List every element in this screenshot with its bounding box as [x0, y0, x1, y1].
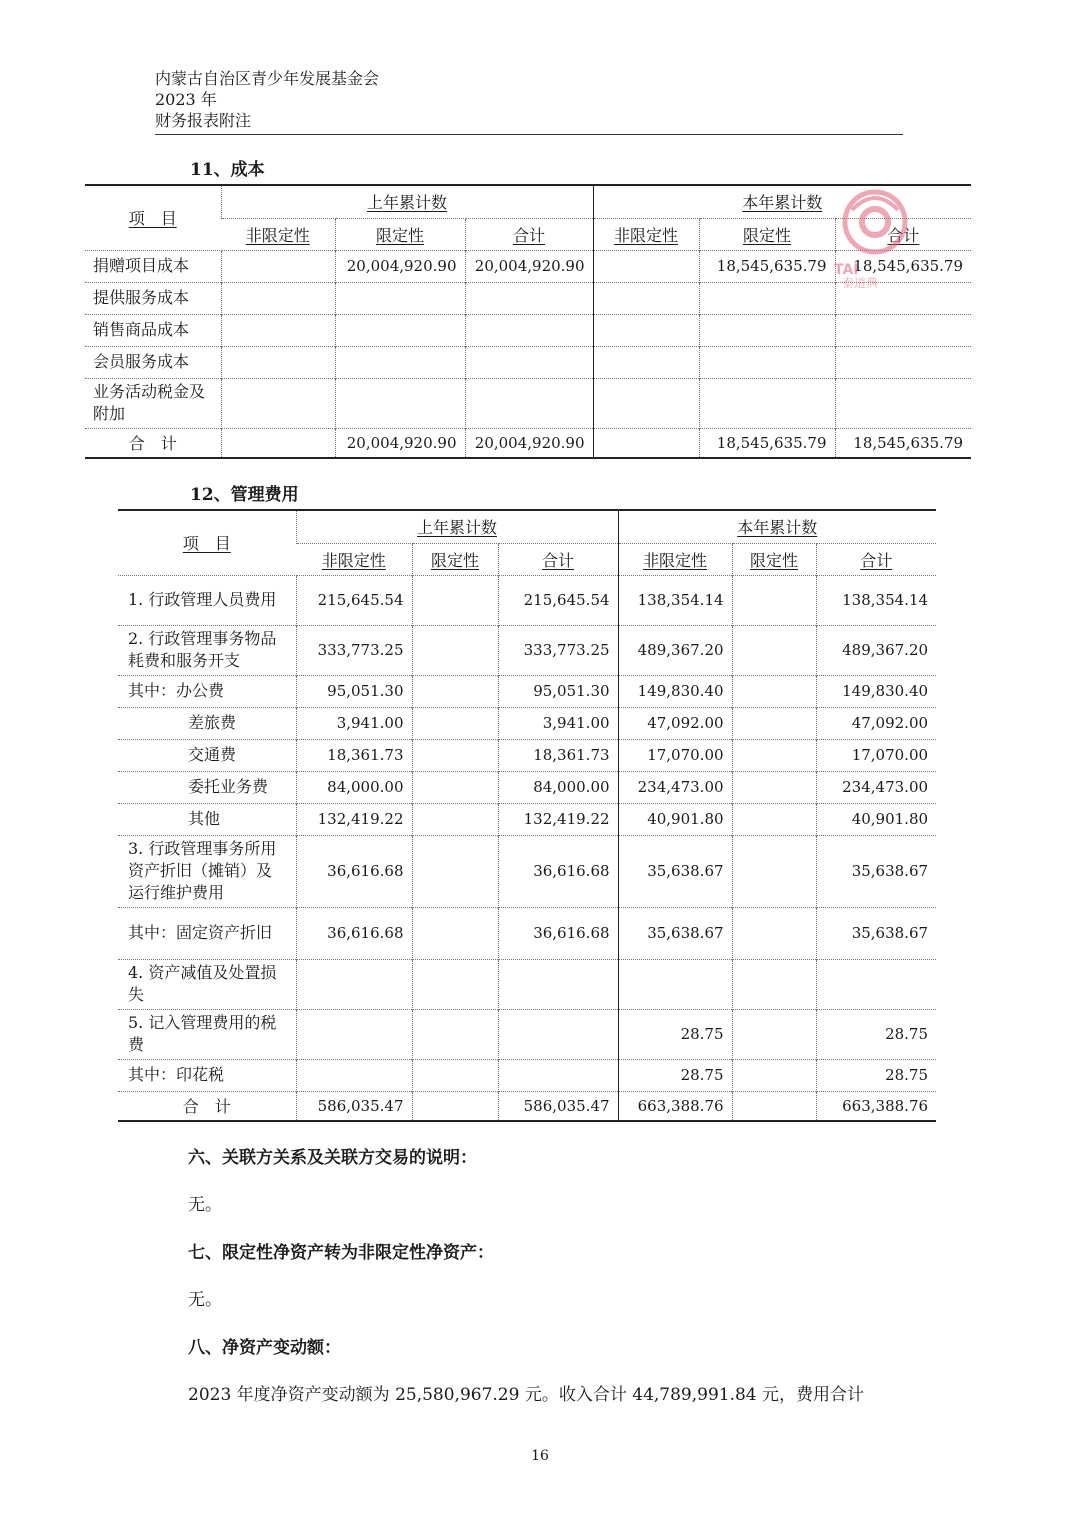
section-7-title: 七、限定性净资产转为非限定性净资产：: [188, 1243, 494, 1263]
section-7-body: 无。: [188, 1290, 222, 1310]
sub-header: 合计: [816, 543, 936, 575]
table-row: 交通费 18,361.73 18,361.73 17,070.00 17,070.00: [118, 739, 936, 771]
table-row: 5. 记入管理费用的税费 28.75 28.75: [118, 1009, 936, 1059]
section-8-body: 2023 年度净资产变动额为 25,580,967.29 元。收入合计 44,789,991.84 元，费用合计: [188, 1385, 865, 1405]
sub-header: 合计: [835, 218, 971, 250]
group-curr-header: 本年累计数: [618, 510, 936, 543]
header-year: 2023 年: [155, 90, 217, 109]
table-row: 会员服务成本: [85, 346, 971, 378]
header-org: 内蒙古自治区青少年发展基金会: [155, 69, 380, 88]
sub-header: 非限定性: [593, 218, 699, 250]
group-curr-header: 本年累计数: [593, 185, 971, 218]
table-row: 1. 行政管理人员费用 215,645.54 215,645.54 138,354.14 138,354.14: [118, 575, 936, 625]
seal-stamp-icon: [832, 188, 918, 288]
col-item-header: 项 目: [182, 534, 231, 554]
table-row: 其中：办公费 95,051.30 95,051.30 149,830.40 149,830.40: [118, 675, 936, 707]
sub-header: 限定性: [335, 218, 465, 250]
sub-header: 限定性: [732, 543, 816, 575]
sub-header: 合计: [498, 543, 618, 575]
table-row: 其他 132,419.22 132,419.22 40,901.80 40,901.80: [118, 803, 936, 835]
table-row-total: 合 计 20,004,920.90 20,004,920.90 18,545,635.79 18,545,635.79: [85, 428, 971, 458]
sub-header: 限定性: [412, 543, 498, 575]
col-item-header: 项 目: [128, 209, 177, 229]
table-row: 4. 资产减值及处置损失: [118, 959, 936, 1009]
section-12-title: 12、管理费用: [190, 485, 299, 505]
admin-expense-table: [118, 509, 936, 1122]
table-row: 业务活动税金及附加: [85, 378, 971, 428]
header-rule: [155, 134, 903, 135]
table-row: 3. 行政管理事务所用资产折旧（摊销）及运行维护费用 36,616.68 36,616.68 35,638.67 35,638.67: [118, 835, 936, 907]
table-row: 提供服务成本: [85, 282, 971, 314]
table-row: 其中：固定资产折旧 36,616.68 36,616.68 35,638.67 35,638.67: [118, 907, 936, 959]
section-6-body: 无。: [188, 1195, 222, 1215]
table-row: 2. 行政管理事务物品耗费和服务开支 333,773.25 333,773.25 489,367.20 489,367.20: [118, 625, 936, 675]
sub-header: 非限定性: [296, 543, 412, 575]
table-row-total: 合 计 586,035.47 586,035.47 663,388.76 663,388.76: [118, 1091, 936, 1121]
header-doc: 财务报表附注: [155, 111, 252, 130]
section-8-title: 八、净资产变动额：: [188, 1338, 341, 1358]
group-prev-header: 上年累计数: [296, 510, 618, 543]
doc-header: [155, 68, 379, 131]
section-11-title: 11、成本: [190, 160, 265, 180]
table-row: 销售商品成本: [85, 314, 971, 346]
section-6-title: 六、关联方关系及关联方交易的说明：: [188, 1148, 477, 1168]
sub-header: 非限定性: [221, 218, 335, 250]
page-number: 16: [531, 1448, 549, 1464]
svg-text:TAI: TAI: [834, 262, 859, 278]
table-row: 差旅费 3,941.00 3,941.00 47,092.00 47,092.00: [118, 707, 936, 739]
svg-text:泰道典: 泰道典: [842, 276, 879, 288]
table-row: 委托业务费 84,000.00 84,000.00 234,473.00 234,473.00: [118, 771, 936, 803]
sub-header: 限定性: [699, 218, 835, 250]
table-row: 其中：印花税 28.75 28.75: [118, 1059, 936, 1091]
table-row: 捐赠项目成本 20,004,920.90 20,004,920.90 18,545,635.79 18,545,635.79: [85, 250, 971, 282]
group-prev-header: 上年累计数: [221, 185, 593, 218]
sub-header: 合计: [465, 218, 593, 250]
sub-header: 非限定性: [618, 543, 732, 575]
